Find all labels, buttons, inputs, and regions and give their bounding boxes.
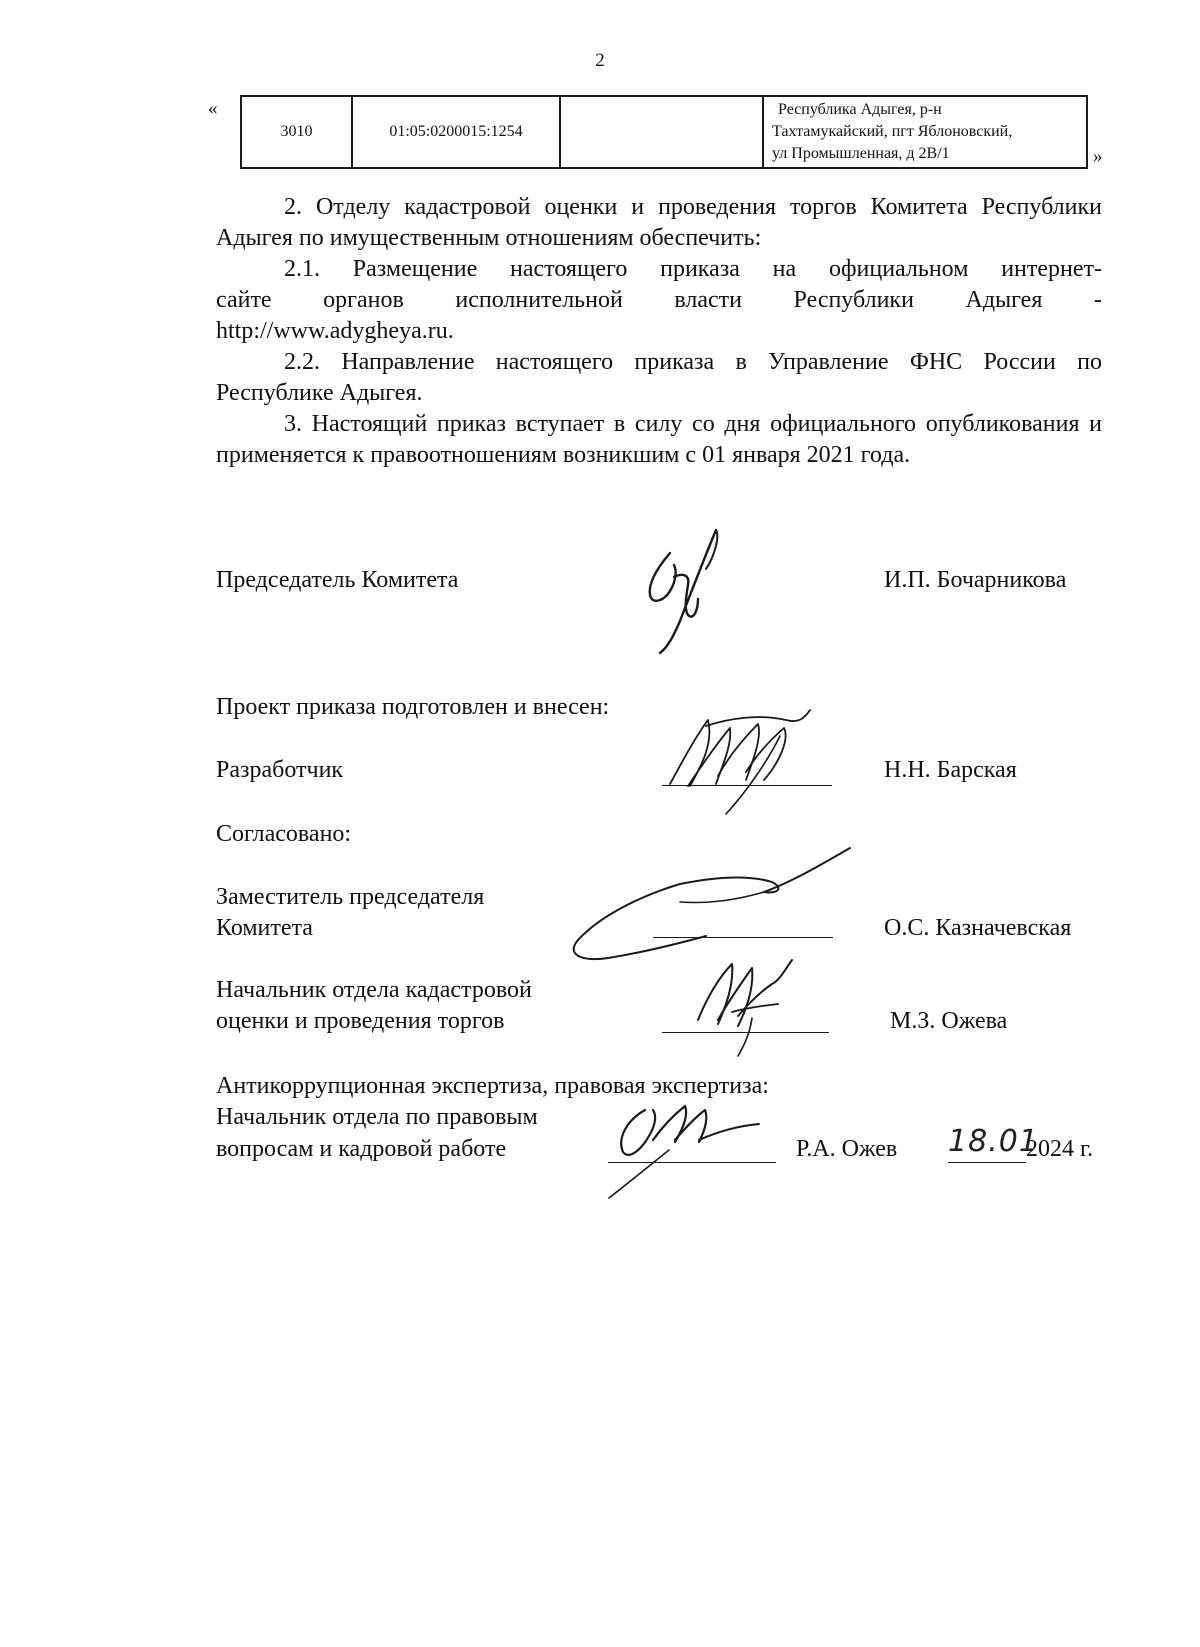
- word: Адыгея: [965, 287, 1043, 313]
- dept-head-title-line-2: оценки и проведения торгов: [216, 1008, 505, 1034]
- developer-name: Н.Н. Барская: [884, 757, 1017, 783]
- word: -: [1093, 287, 1102, 313]
- deputy-title-line-1: Заместитель председателя: [216, 884, 485, 910]
- table-row: [241, 96, 1087, 168]
- website-url: http://www.adygheya.ru.: [216, 318, 454, 344]
- land-plot-table-fragment: [240, 95, 1088, 169]
- page-number: 2: [595, 50, 605, 71]
- dept-head-signature: [688, 958, 798, 1058]
- word: исполнительной: [455, 287, 623, 313]
- legal-head-name: Р.А. Ожев: [796, 1136, 898, 1162]
- empty-cell: [560, 96, 763, 168]
- order-clauses: [216, 192, 1102, 471]
- clause-2-1-line-2: [216, 285, 1102, 316]
- agreed-heading: Согласовано:: [216, 821, 352, 847]
- address-line-3: ул Промышленная, д 2В/1: [772, 145, 950, 162]
- prepared-heading: Проект приказа подготовлен и внесен:: [216, 694, 610, 720]
- dept-head-name: М.З. Ожева: [890, 1008, 1008, 1034]
- expertise-heading: Антикоррупционная экспертиза, правовая экспертиза:: [216, 1073, 769, 1099]
- close-quote: »: [1093, 146, 1103, 167]
- dept-head-title-line-1: Начальник отдела кадастровой: [216, 977, 532, 1003]
- cadastral-number-cell: 01:05:0200015:1254: [352, 96, 560, 168]
- chairman-signature: [630, 525, 730, 655]
- word: власти: [674, 287, 742, 313]
- word: органов: [323, 287, 404, 313]
- date-underline: [948, 1162, 1026, 1163]
- clause-2: 2. Отделу кадастровой оценки и проведения торгов Комитета Республики Адыгея по имущественным отношениям обеспечить:: [216, 194, 1102, 251]
- developer-title: Разработчик: [216, 757, 344, 783]
- address-line-1: Республика Адыгея, р-н: [778, 101, 942, 118]
- clause-2-1-line-1: 2.1. Размещение настоящего приказа на официальном интернет-: [284, 256, 1102, 282]
- deputy-name: О.С. Казначевская: [884, 915, 1072, 941]
- legal-head-title-line-2: вопросам и кадровой работе: [216, 1136, 507, 1162]
- clause-2-2: 2.2. Направление настоящего приказа в Управление ФНС России по Республике Адыгея.: [216, 349, 1102, 406]
- chairman-name: И.П. Бочарникова: [884, 567, 1067, 593]
- deputy-signature: [560, 846, 850, 971]
- developer-signature: [660, 706, 830, 816]
- deputy-title-line-2: Комитета: [216, 915, 313, 941]
- row-number-cell: 3010: [241, 96, 352, 168]
- address-cell: [763, 96, 1087, 168]
- date-year: 2024 г.: [1026, 1136, 1094, 1162]
- legal-head-title-line-1: Начальник отдела по правовым: [216, 1104, 538, 1130]
- word: сайте: [216, 287, 272, 313]
- open-quote: «: [208, 98, 218, 119]
- clause-3: 3. Настоящий приказ вступает в силу со дня официального опубликования и применяется к правоотношениям возникшим с 01 января 2021 года.: [216, 411, 1102, 468]
- handwritten-date: 18.01: [948, 1124, 1039, 1159]
- word: Республики: [793, 287, 914, 313]
- address-line-2: Тахтамукайский, пгт Яблоновский,: [772, 123, 1013, 140]
- legal-head-signature: [605, 1080, 765, 1200]
- chairman-title: Председатель Комитета: [216, 567, 459, 593]
